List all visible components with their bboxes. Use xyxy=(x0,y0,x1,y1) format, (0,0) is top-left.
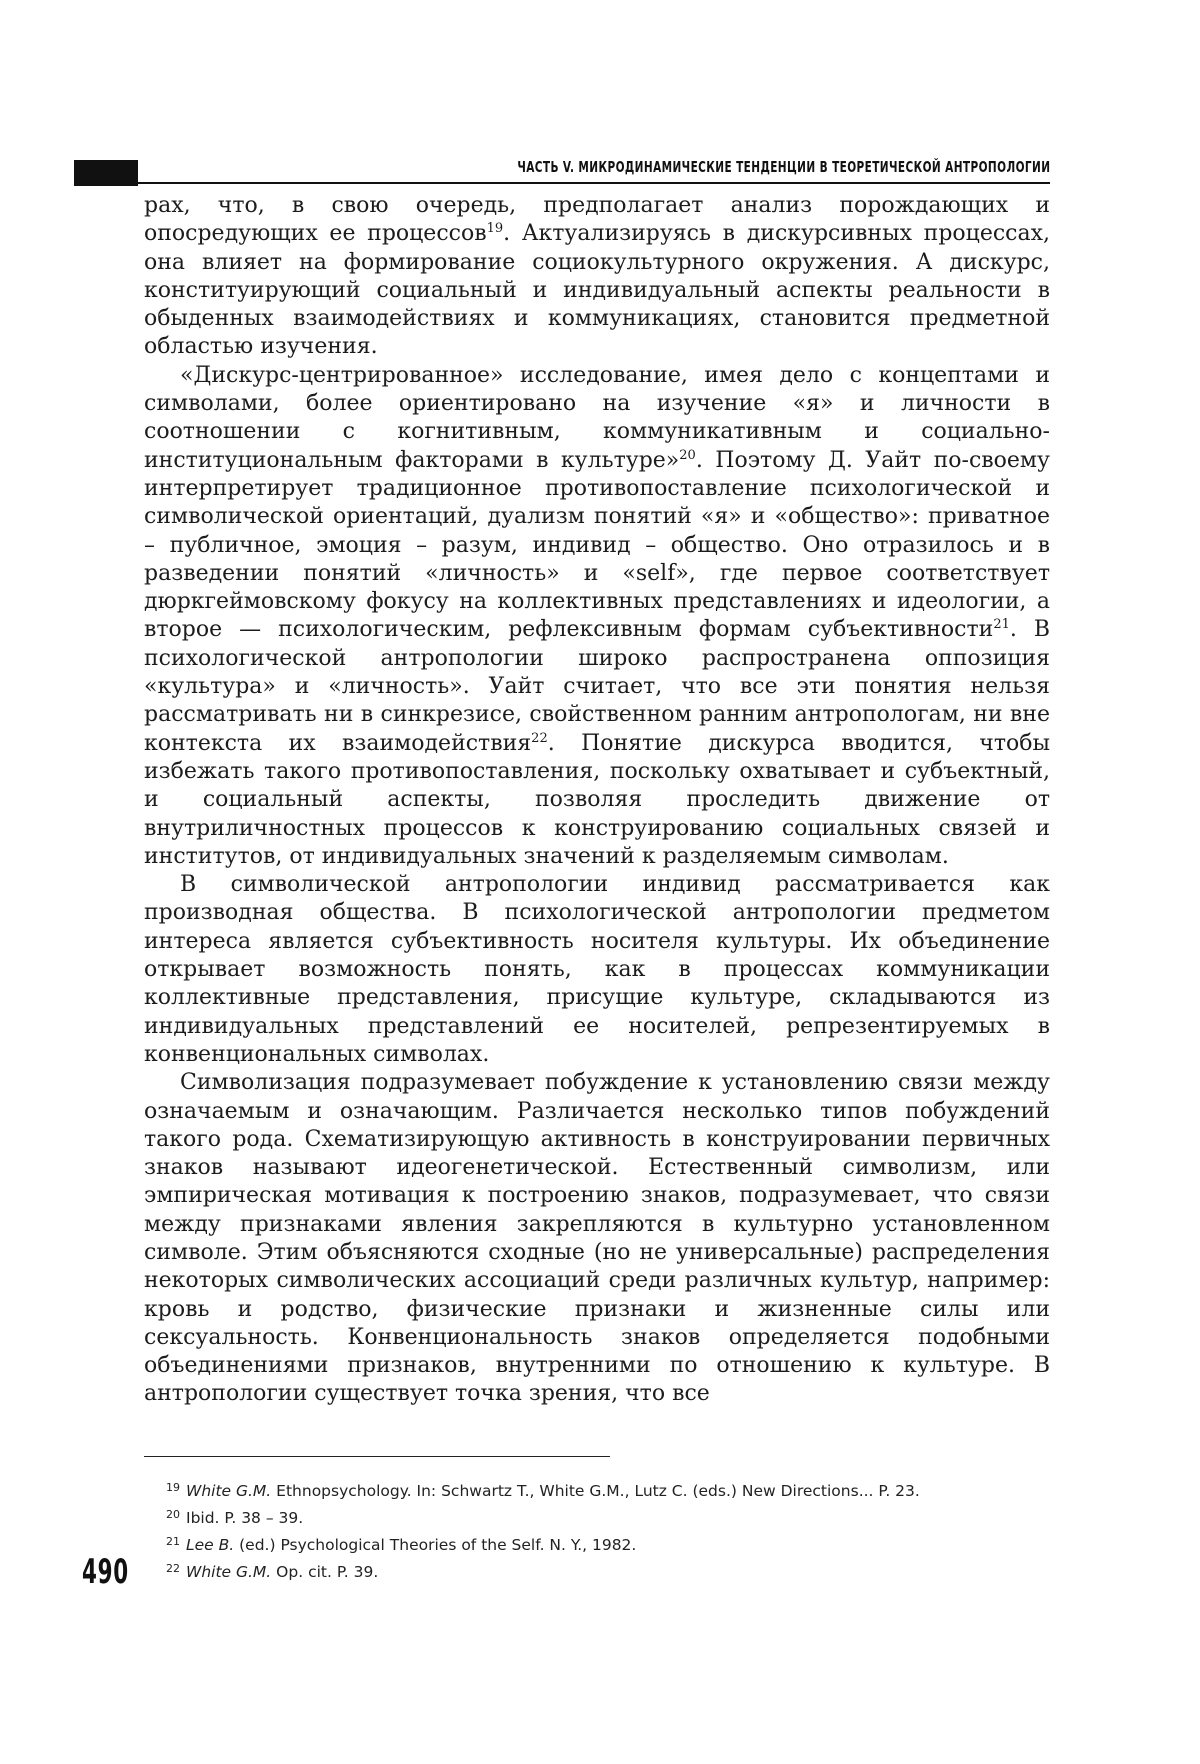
footnote-19: 19 White G.M. Ethnopsychology. In: Schwartz T., White G.M., Lutz C. (eds.) New Directions... P. 23. xyxy=(144,1476,1050,1503)
paragraph-1: рах, что, в свою очередь, предполагает анализ порождающих и опосредующих ее процессов19. Актуализируясь в дискурсивных процессах, она влияет на формирование социокультурного окружения. А дискурс, конституирующий социальный и индивидуальный аспекты реальности в обыденных взаимодействиях и коммуникациях, становится предметной областью изучения. xyxy=(144,192,1050,362)
page-number: 490 xyxy=(82,1552,129,1592)
paragraph-3: В символической антропологии индивид рассматривается как производная общества. В психологической антропологии предметом интереса является субъективность носителя культуры. Их объединение открывает возможность понять, как в процессах коммуникации коллективные представления, присущие культуре, складываются из индивидуальных представлений ее носителей, репрезентируемых в конвенциональных символах. xyxy=(144,871,1050,1069)
paragraph-2: «Дискурс-центрированное» исследование, имея дело с концептами и символами, более ориентировано на изучение «я» и личности в соотношении с когнитивным, коммуникативным и социально-институциональным факторами в культуре»20. Поэтому Д. Уайт по-своему интерпретирует традиционное противопоставление психологической и символической ориентаций, дуализм понятий «я» и «общество»: приватное – публичное, эмоция – разум, индивид – общество. Оно отразилось и в разведении понятий «личность» и «self», где первое соответствует дюркгеймовскому фокусу на коллективных представлениях и идеологии, а второе — психологическим, рефлексивным формам субъективности21. В психологической антропологии широко распространена оппозиция «культура» и «личность». Уайт считает, что все эти понятия нельзя рассматривать ни в синкрезисе, свойственном ранним антропологам, ни вне контекста их взаимодействия22. Понятие дискурса вводится, чтобы избежать такого противопоставления, поскольку охватывает и субъектный, и социальный аспекты, позволяя проследить движение от внутриличностных процессов к конструированию социальных связей и институтов, от индивидуальных значений к разделяемым символам. xyxy=(144,362,1050,871)
footnote-20: 20 Ibid. P. 38 – 39. xyxy=(144,1503,1050,1530)
footnote-21: 21 Lee B. (ed.) Psychological Theories of the Self. N. Y., 1982. xyxy=(144,1530,1050,1557)
footnote-ref-22[interactable]: 22 xyxy=(531,731,548,746)
footnote-ref-20[interactable]: 20 xyxy=(679,448,696,463)
header-block xyxy=(74,160,138,186)
footnote-ref-21[interactable]: 21 xyxy=(993,617,1010,632)
footnotes xyxy=(144,1476,1050,1584)
running-head: ЧАСТЬ V. МИКРОДИНАМИЧЕСКИЕ ТЕНДЕНЦИИ В ТЕОРЕТИЧЕСКОЙ АНТРОПОЛОГИИ xyxy=(517,158,1050,176)
footnote-22: 22 White G.M. Op. cit. P. 39. xyxy=(144,1557,1050,1584)
paragraph-4: Символизация подразумевает побуждение к установлению связи между означаемым и означающим. Различается несколько типов побуждений такого рода. Схематизирующую активность в конструировании первичных знаков называют идеогенетической. Естественный символизм, или эмпирическая мотивация к построению знаков, подразумевает, что связи между признаками явления закрепляются в культурно установленном символе. Этим объясняются сходные (но не универсальные) распределения некоторых символических ассоциаций среди различных культур, например: кровь и родство, физические признаки и жизненные силы или сексуальность. Конвенциональность знаков определяется подобными объединениями признаков, внутренними по отношению к культуре. В антропологии существует точка зрения, что все xyxy=(144,1069,1050,1409)
footnote-ref-19[interactable]: 19 xyxy=(487,221,504,236)
header-rule xyxy=(138,182,1050,184)
footnote-rule xyxy=(144,1456,610,1457)
body-text xyxy=(144,192,1050,1409)
